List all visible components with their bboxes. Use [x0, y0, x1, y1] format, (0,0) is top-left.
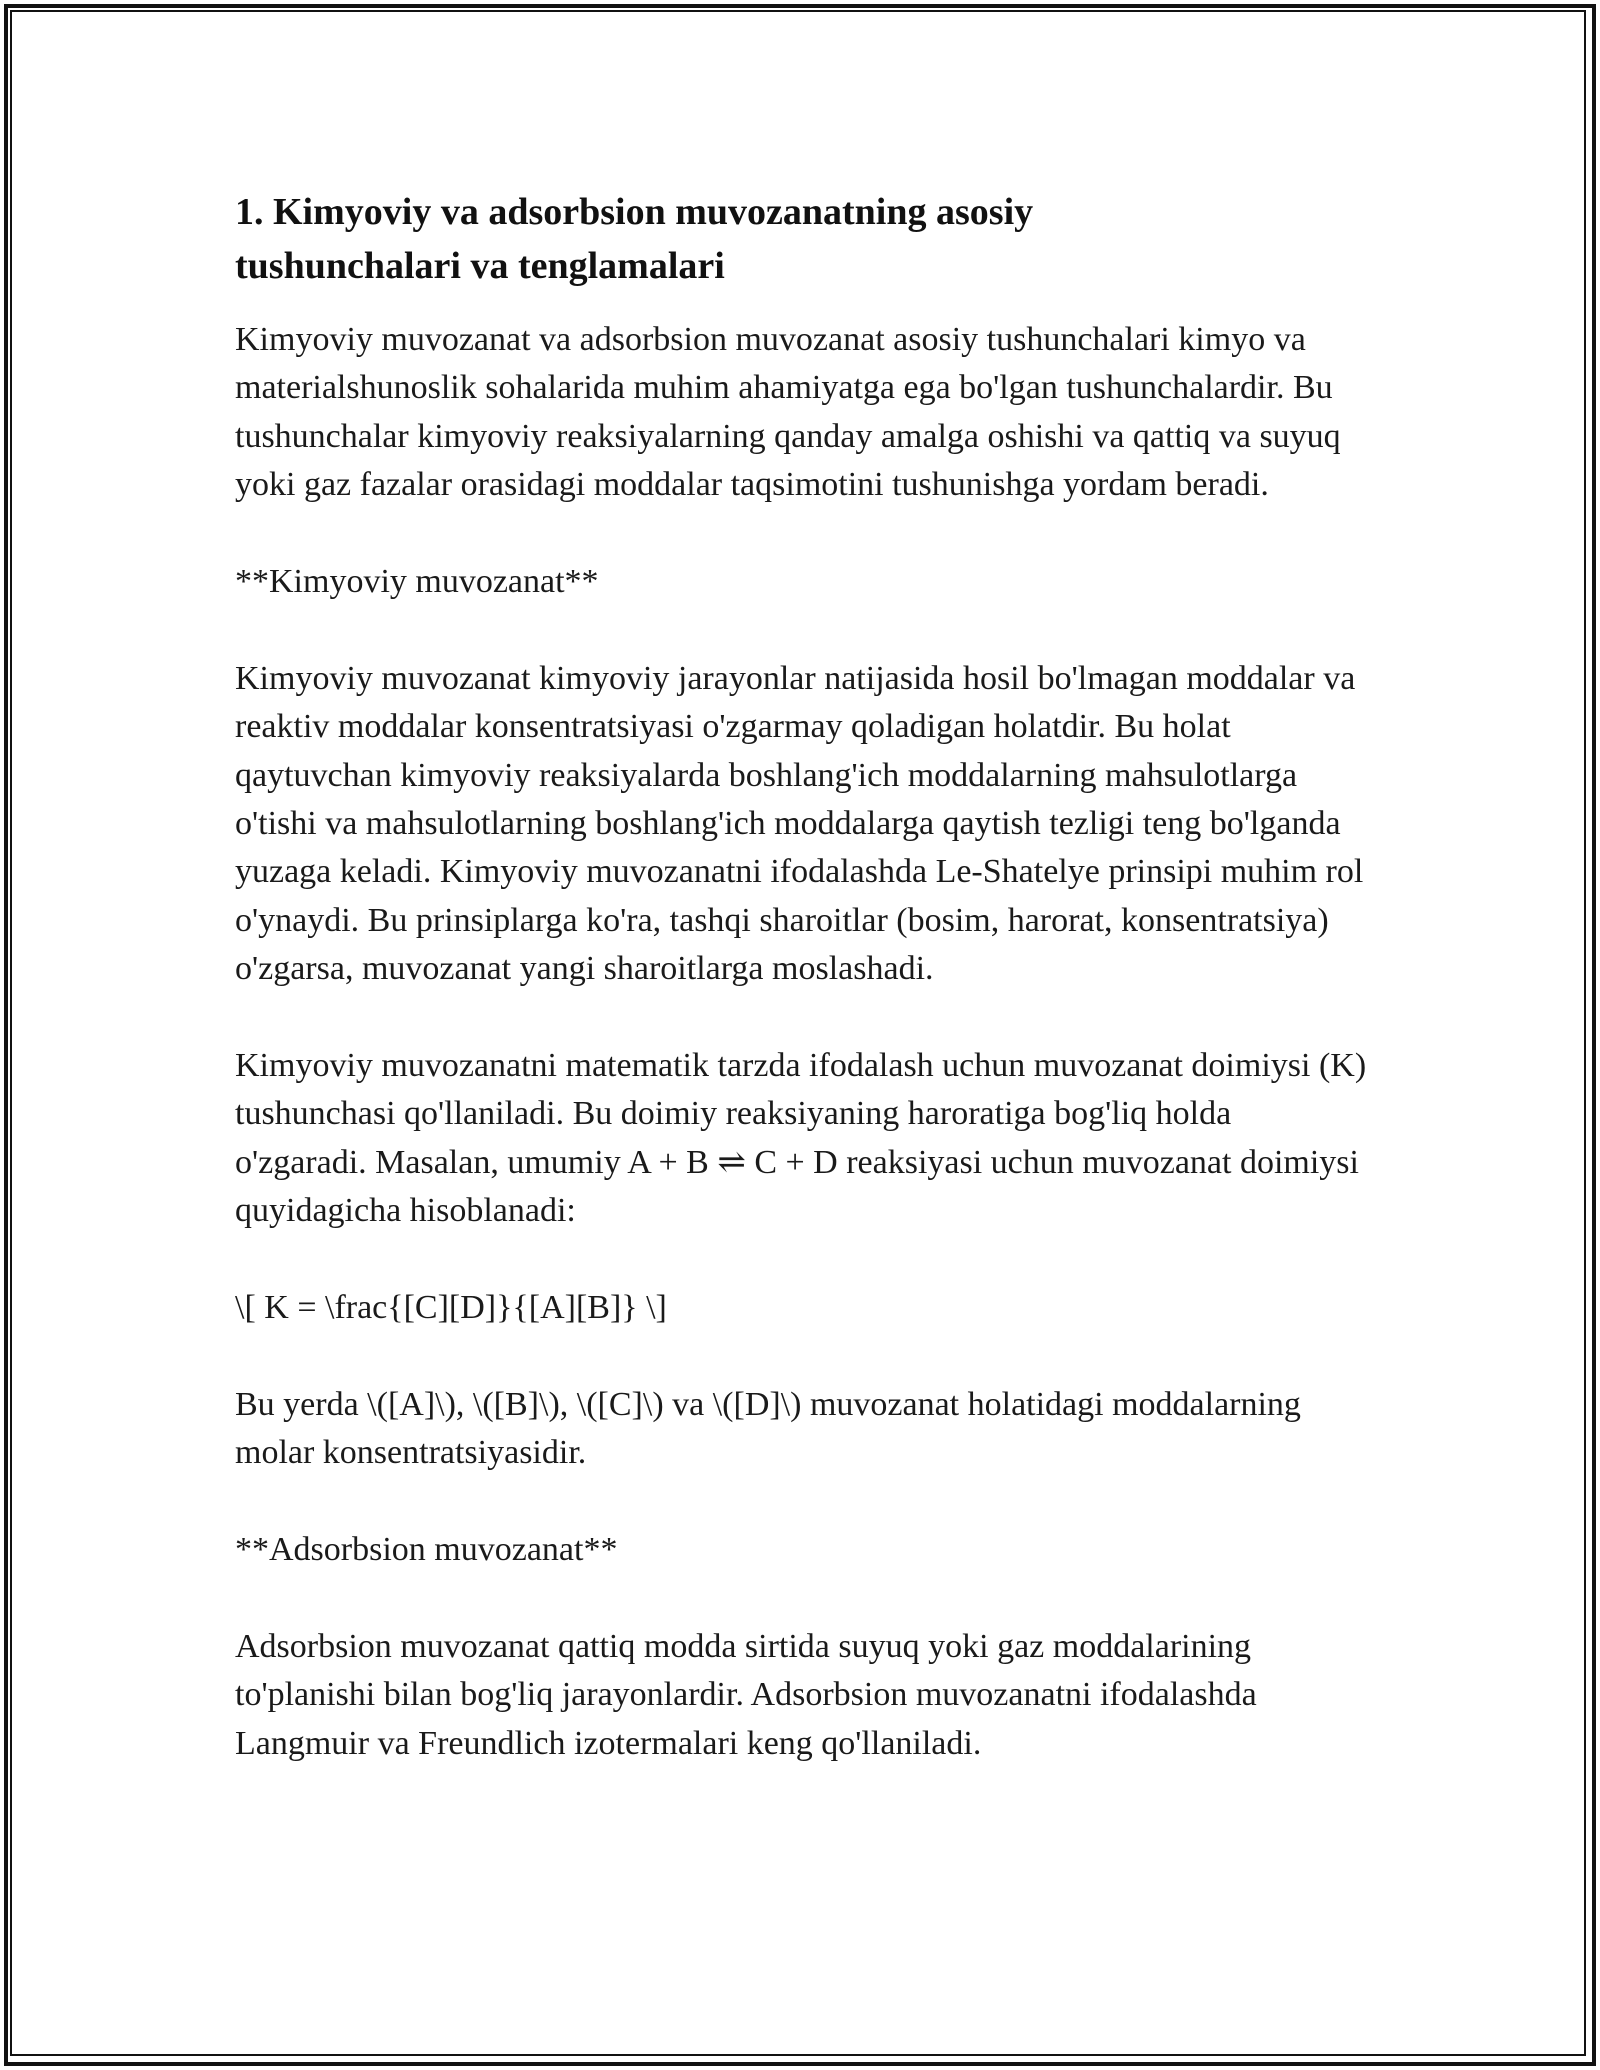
section-heading [235, 185, 1370, 293]
intro-paragraph: Kimyoviy muvozanat va adsorbsion muvozanat asosiy tushunchalari kimyo va materialshunoslik sohalarida muhim ahamiyatga ega bo'lgan tushunchalardir. Bu tushunchalar kimyoviy reaksiyalarning qanday amalga oshishi va qattiq va suyuq yoki gaz fazalar orasidagi moddalar taqsimotini tushunishga yordam beradi. [235, 321, 1341, 504]
equilibrium-formula: \[ K = \frac{[C][D]}{[A][B]} \] [235, 1289, 667, 1327]
heading-line-2: tushunchalari va tenglamalari [235, 245, 725, 287]
chemical-equilibrium-paragraph: Kimyoviy muvozanat kimyoviy jarayonlar natijasida hosil bo'lmagan moddalar va reaktiv moddalar konsentratsiyasi o'zgarmay qoladigan holatdir. Bu holat qaytuvchan kimyoviy reaksiyalarda boshlang'ich moddalarning mahsulotlarga o'tishi va mahsulotlarning boshlang'ich moddalarga qaytish tezligi teng bo'lganda yuzaga keladi. Kimyoviy muvozanatni ifodalashda Le-Shatelye prinsipi muhim rol o'ynaydi. Bu prinsiplarga ko'ra, tashqi sharoitlar (bosim, harorat, konsentratsiya) o'zgarsa, muvozanat yangi sharoitlarga moslashadi. [235, 659, 1364, 988]
equilibrium-constant-paragraph: Kimyoviy muvozanatni matematik tarzda ifodalash uchun muvozanat doimiysi (K) tushunchasi qo'llaniladi. Bu doimiy reaksiyaning haroratiga bog'liq holda o'zgaradi. Masalan, umumiy A + B ⇌ C + D reaksiyasi uchun muvozanat doimiysi quyidagicha hisoblanadi: [235, 1047, 1367, 1230]
adsorption-equilibrium-paragraph: Adsorbsion muvozanat qattiq modda sirtida suyuq yoki gaz moddalarining to'planishi bilan bog'liq jarayonlardir. Adsorbsion muvozanatni ifodalashda Langmuir va Freundlich izotermalari keng qo'llaniladi. [235, 1627, 1257, 1762]
document-page [235, 185, 1370, 1768]
subheading-adsorption-equilibrium: **Adsorbsion muvozanat** [235, 1531, 618, 1569]
subheading-chemical-equilibrium: **Kimyoviy muvozanat** [235, 563, 599, 601]
formula-explanation-paragraph: Bu yerda \([A]\), \([B]\), \([C]\) va \([D]\) muvozanat holatidagi moddalarning molar konsentratsiyasidir. [235, 1385, 1301, 1472]
heading-line-1: 1. Kimyoviy va adsorbsion muvozanatning asosiy [235, 191, 1034, 233]
